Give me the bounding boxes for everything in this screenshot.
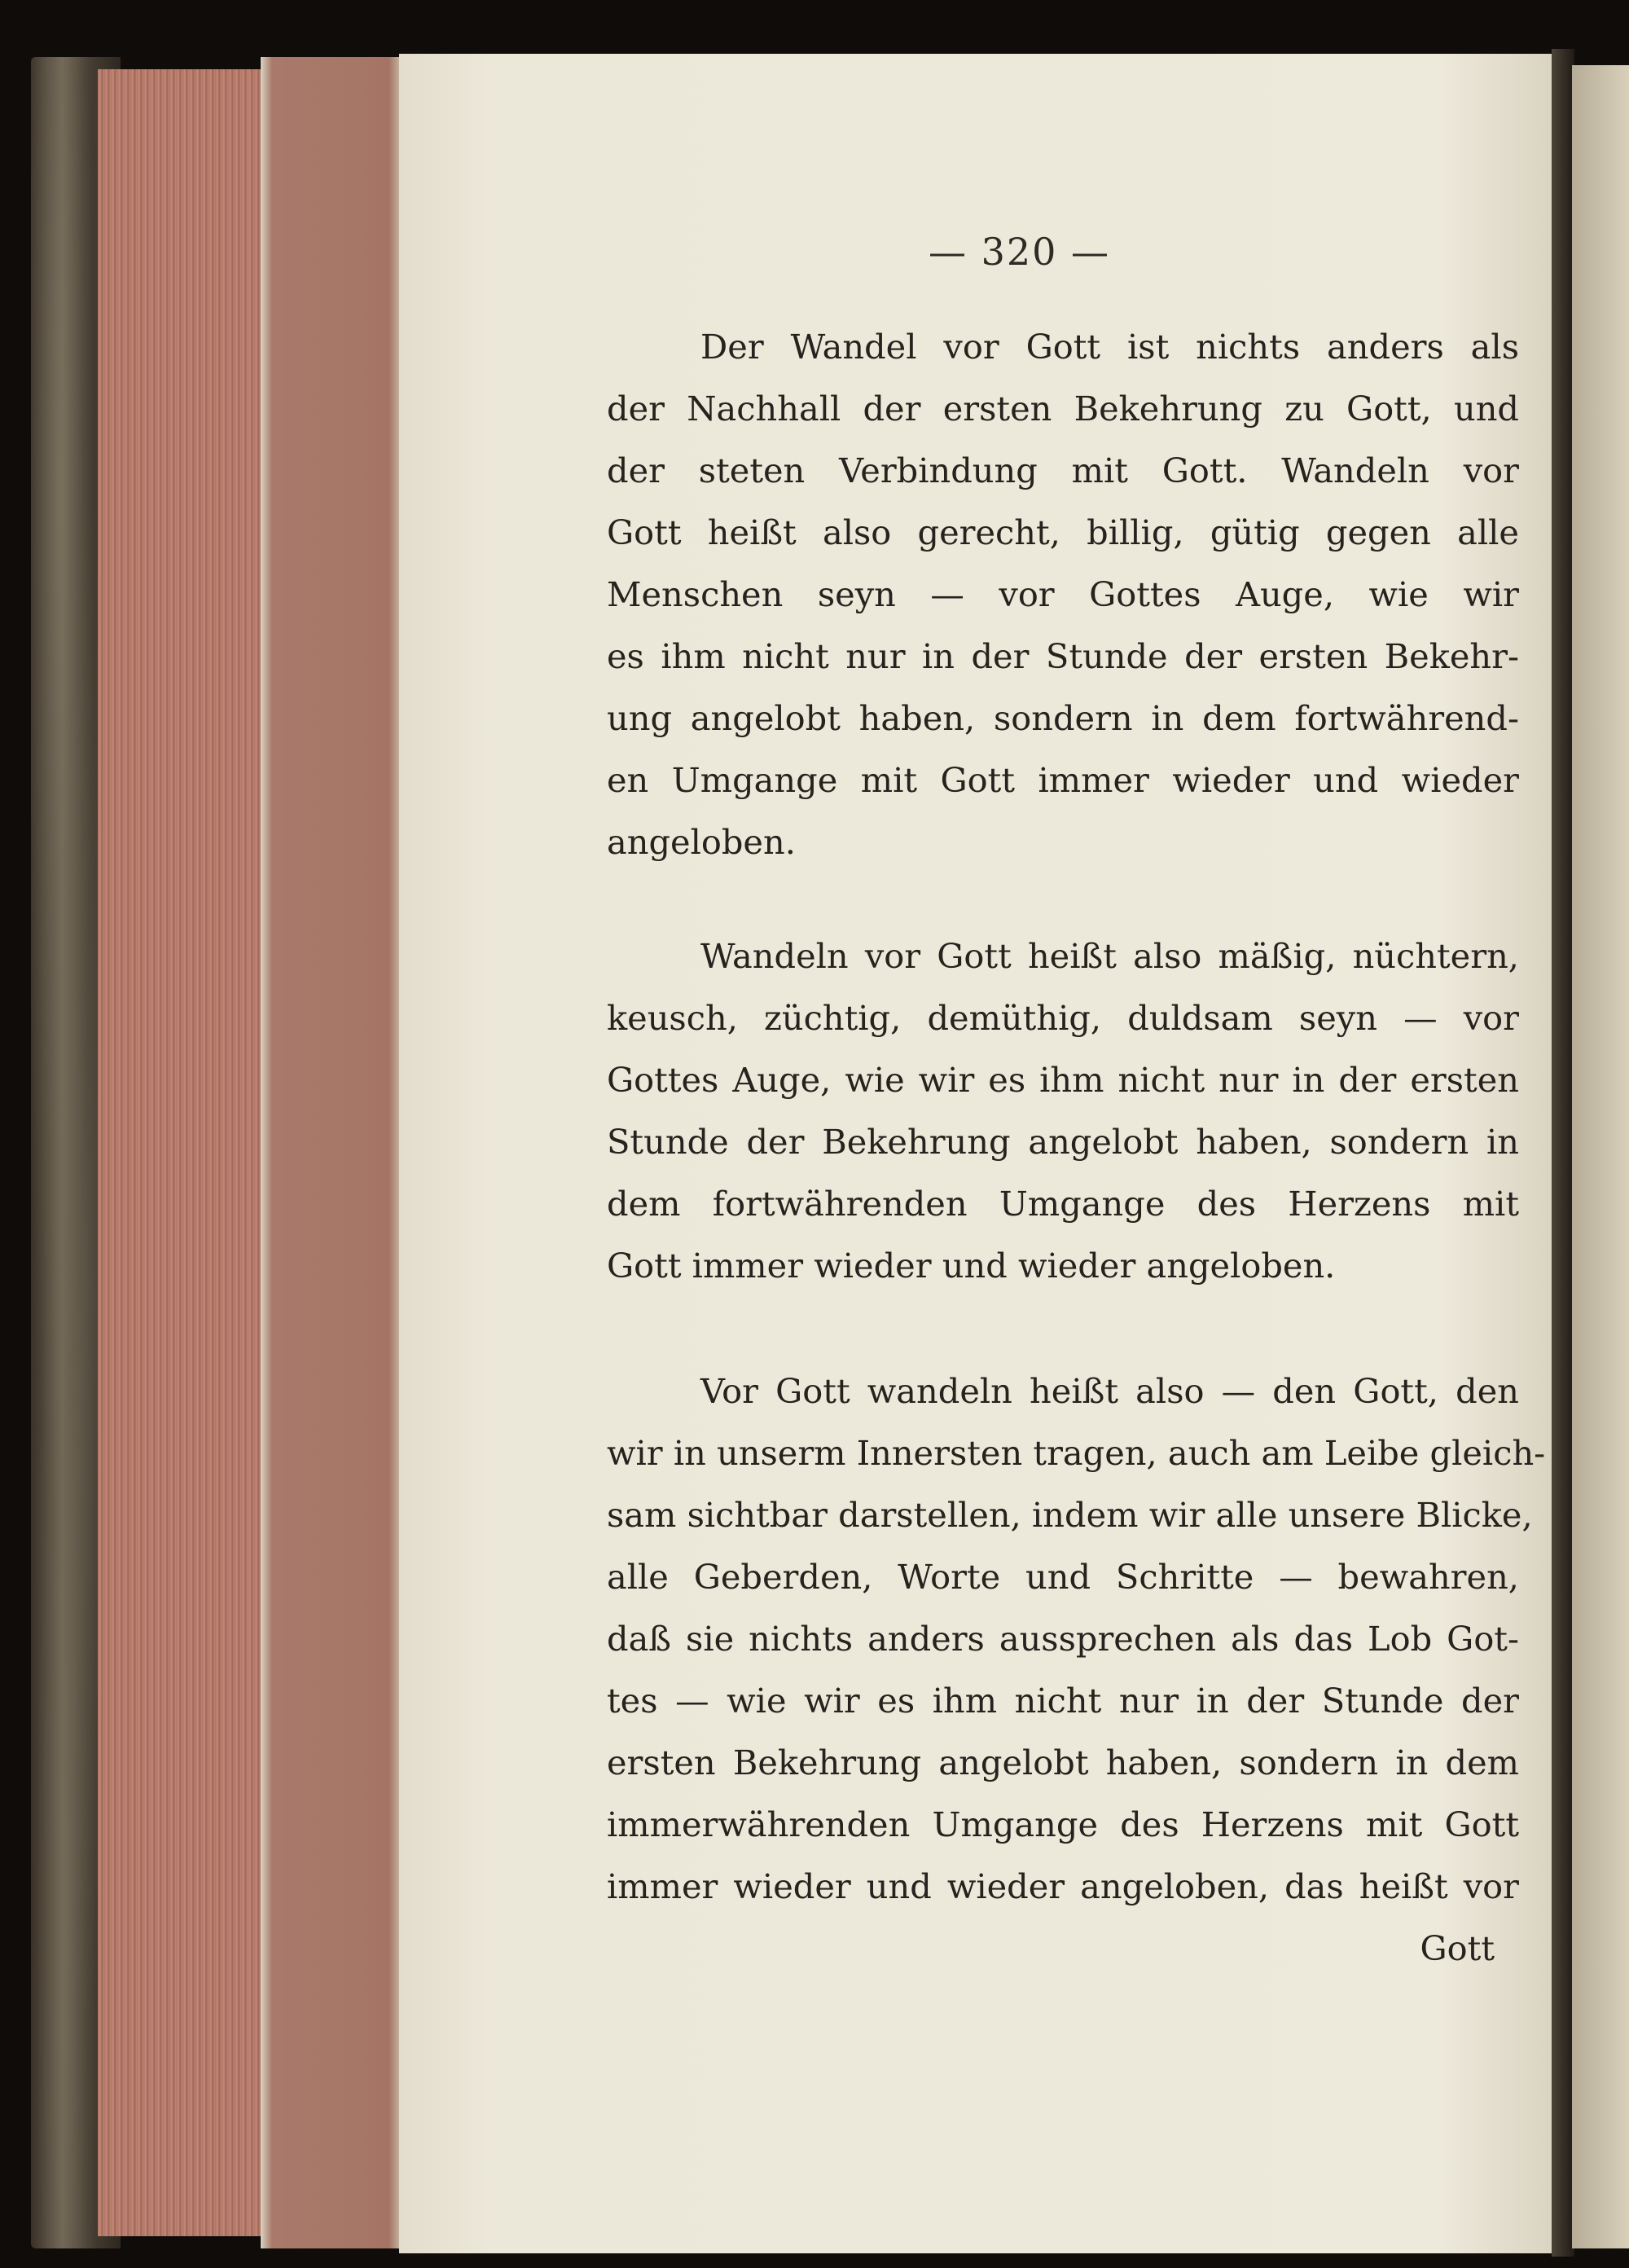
paragraph-1: [607, 316, 1519, 873]
text-line: wir in unserm Innersten tragen, auch am Leibe gleich-: [607, 1433, 1546, 1473]
text-line: es ihm nicht nur in der Stunde der ersten Bekehr-: [607, 636, 1519, 676]
text-line: Vor Gott wandeln heißt also — den Gott, den: [700, 1371, 1519, 1411]
text-line: der steten Verbindung mit Gott. Wandeln vor: [607, 451, 1519, 490]
text-line: Stunde der Bekehrung angelobt haben, sondern in: [607, 1122, 1519, 1162]
text-line: der Nachhall der ersten Bekehrung zu Gott, und: [607, 389, 1519, 429]
text-line: Gott heißt also gerecht, billig, gütig gegen alle: [607, 512, 1519, 552]
page-text: [607, 316, 1546, 1980]
facing-page-edge: [1572, 65, 1629, 2248]
page-edges: [98, 69, 269, 2236]
text-line: Menschen seyn — vor Gottes Auge, wie wir: [607, 574, 1519, 614]
text-line: angeloben.: [607, 822, 796, 862]
text-line: immerwährenden Umgange des Herzens mit Gott: [607, 1804, 1519, 1844]
text-line: en Umgange mit Gott immer wieder und wieder: [607, 760, 1519, 800]
text-line: Wandeln vor Gott heißt also mäßig, nüchtern,: [700, 936, 1519, 976]
text-line: Gott immer wieder und wieder angeloben.: [607, 1246, 1336, 1286]
text-line: dem fortwährenden Umgange des Herzens mit: [607, 1184, 1519, 1224]
paragraph-3: [607, 1360, 1546, 1980]
text-line: daß sie nichts anders aussprechen als das Lob Got-: [607, 1619, 1519, 1659]
text-line: keusch, züchtig, demüthig, duldsam seyn — vor: [607, 998, 1519, 1038]
text-line: Der Wandel vor Gott ist nichts anders als: [700, 327, 1519, 367]
book-gutter: [1552, 49, 1574, 2257]
text-line: ersten Bekehrung angelobt haben, sondern in dem: [607, 1743, 1519, 1782]
text-line: tes — wie wir es ihm nicht nur in der Stunde der: [607, 1681, 1519, 1721]
text-line: Gottes Auge, wie wir es ihm nicht nur in der ersten: [607, 1060, 1519, 1100]
text-line: ung angelobt haben, sondern in dem fortwährend-: [607, 698, 1519, 738]
text-line: immer wieder und wieder angeloben, das heißt vor: [607, 1866, 1519, 1906]
catchword: Gott: [1420, 1928, 1495, 1968]
paragraph-2: [607, 925, 1519, 1297]
text-line: sam sichtbar darstellen, indem wir alle unsere Blicke,: [607, 1495, 1533, 1535]
page-number: — 320 —: [929, 230, 1111, 274]
page-stack: [261, 57, 403, 2248]
text-line: alle Geberden, Worte und Schritte — bewahren,: [607, 1557, 1519, 1597]
